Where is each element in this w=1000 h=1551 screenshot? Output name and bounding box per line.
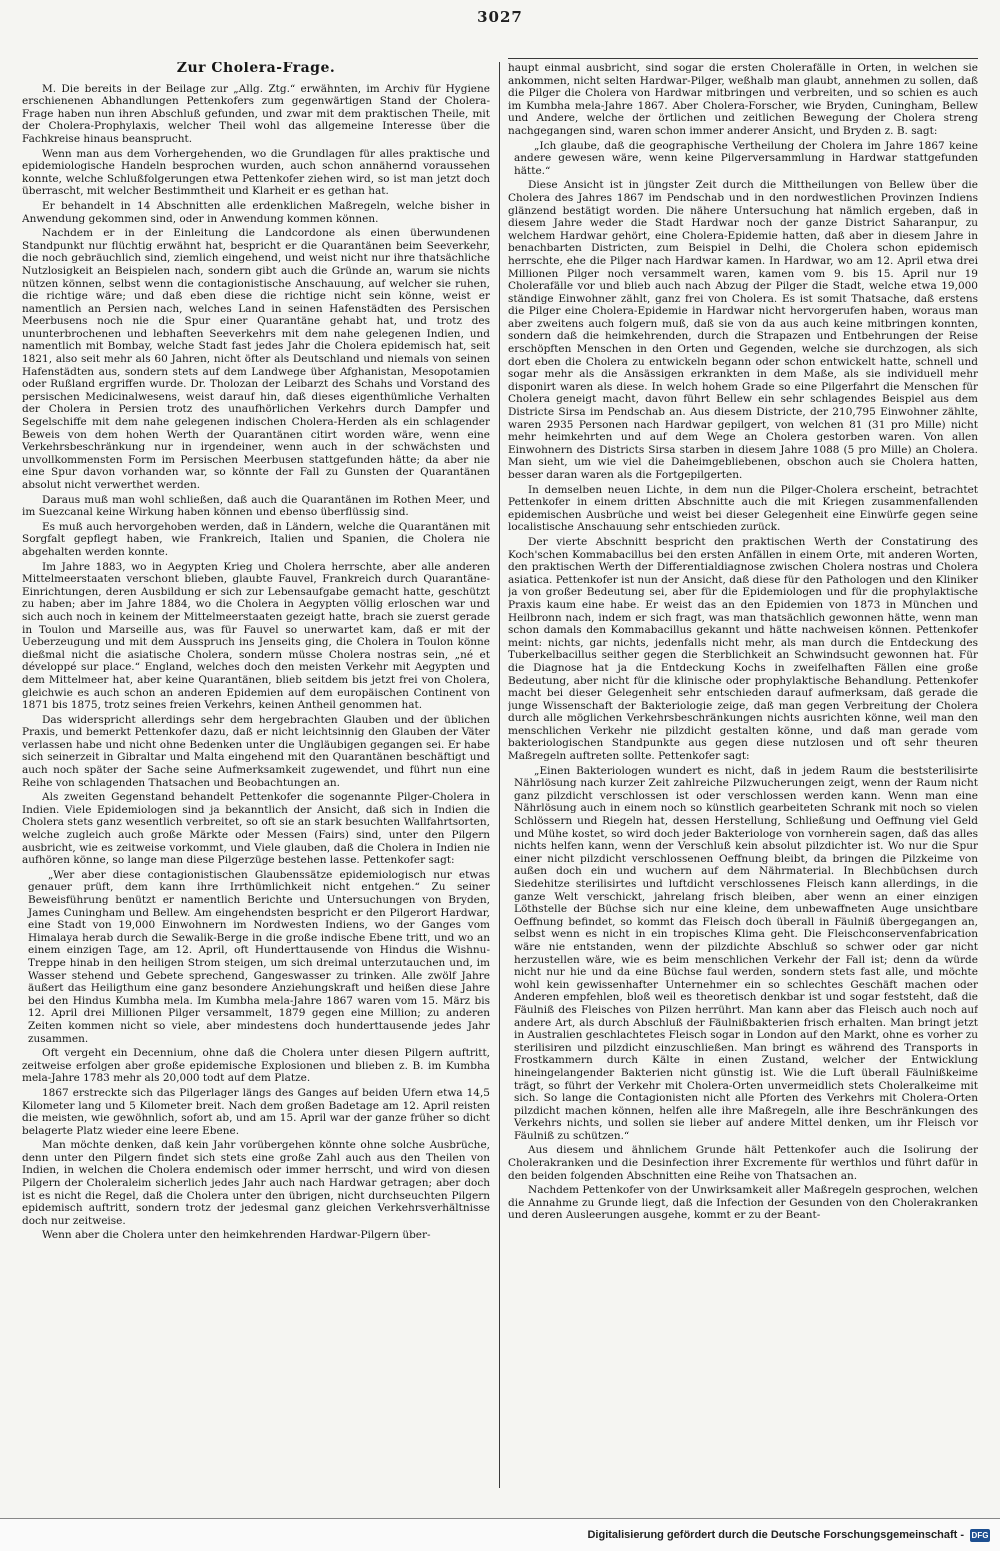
paragraph: Aus diesem und ähnlichem Grunde hält Pettenkofer auch die Isolirung der Cholerakranken und die Desinfection ihrer Excremente für werthlos und führt dafür in den beiden folgenden Abschnitten eine Reihe von Thatsachen an. (508, 1144, 978, 1182)
paragraph: Nachdem er in der Einleitung die Landcordone als einen überwundenen Standpunkt nur flüchtig erwähnt hat, bespricht er die Quarantänen beim Seeverkehr, die noch gebräuchlich sind, ziemlich eingehend, und weist nicht nur ihre thatsächliche Nutzlosigkeit an Beispielen nach, sondern gibt auch die Gründe an, warum sie nichts nützen können, selbst wenn die contagionistische Anschauung, auf welcher sie ruhen, die richtige wäre; und daß eben diese die richtige nicht sein könne, weist er namentlich an Persien nach, welches Land in seinen Hafenstädten des Persischen Meerbusens noch nie die Spur einer Quarantäne gehabt hat, und trotz des ununterbrochenen und lebhaften Seeverkehrs mit dem nahe gelegenen Indien, und namentlich mit Bombay, welche Stadt fast jedes Jahr die Cholera epidemisch hat, seit 1821, also seit mehr als 60 Jahren, nicht öfter als Deutschland und niemals von seinen Hafenstädten aus, sondern stets auf dem Landwege über Afghanistan, Mesopotamien oder Rußland ergriffen wurde. Dr. Tholozan der Leibarzt des Schahs und Vorstand des persischen Medicinalwesens, weist darauf hin, daß dieses eigenthümliche Verhalten der Cholera in Persien trotz des unaufhörlichen Verkehrs durch Dampfer und Segelschiffe mit dem nahe gelegenen indischen Cholera-Herden als ein schlagender Beweis von dem hohen Werth der Quarantänen citirt worden wäre, wenn eine Verkehrsbeschränkung nur in irgendeiner, wenn auch in der schwächsten und unvollkommensten Form im Persischen Meerbusen stattgefunden hätte; da aber nie eine Spur davon vorhanden war, so könnte der Fall zu Gunsten der Quarantänen absolut nicht verwerthet werden. (22, 227, 490, 491)
paragraph: haupt einmal ausbricht, sind sogar die ersten Cholerafälle in Orten, in welchen sie ankommen, nicht selten Hardwar-Pilger, weßhalb man glaubt, annehmen zu sollen, daß die Pilger die Cholera von Hardwar mitbringen und verbreiten, und so schien es auch im Kumbha mela-Jahre 1867. Aber Cholera-Forscher, wie Bryden, Cuningham, Bellew und Andere, welche der örtlichen und zeitlichen Bewegung der Cholera streng nachgegangen sind, waren schon immer anderer Ansicht, und Bryden z. B. sagt: (508, 62, 978, 137)
paragraph: Er behandelt in 14 Abschnitten alle erdenklichen Maßregeln, welche bisher in Anwendung gekommen sind, oder in Anwendung kommen können. (22, 199, 490, 225)
top-rule (508, 58, 978, 59)
paragraph: Das widerspricht allerdings sehr dem hergebrachten Glauben und der üblichen Praxis, und bemerkt Pettenkofer dazu, daß er nicht leichtsinnig den Glauben der Väter verlassen habe und nicht ohne Bedenken unter die Ungläubigen gegangen sei. Er habe sich seinerzeit in Gibraltar und Malta eingehend mit den Quarantänen beschäftigt und auch noch später der Sache seine Aufmerksamkeit zugewendet, und führt nun eine Reihe von schlagenden Thatsachen und Beobachtungen an. (22, 713, 490, 789)
paragraph: Wenn man aus dem Vorhergehenden, wo die Grundlagen für alles praktische und epidemiologische Handeln besprochen wurden, auch schon annähernd voraussehen konnte, welche Schlußfolgerungen etwa Pettenkofer ziehen wird, so ist man jetzt doch überrascht, mit welcher Bestimmtheit und Klarheit er es gethan hat. (22, 147, 490, 198)
quotation: „Einen Bakteriologen wundert es nicht, daß in jedem Raum die beststerilisirte Nährlösung nach kurzer Zeit zahlreiche Pilzwucherungen zeigt, wenn der Raum nicht ganz pilzdicht verschlossen ist oder verschlossen werden kann. Wenn man eine Nährlösung auch in einem noch so künstlich gearbeiteten Schrank mit noch so vielen Schlössern und Riegeln hat, dessen Herstellung, Schließung und Oeffnung viel Geld und Mühe kostet, so wird doch jeder Bakteriologe von vornherein sagen, daß das alles nichts helfen kann, wenn der Verschluß kein absolut pilzdichter ist. Wo nur die Spur einer nicht pilzdicht verschlossenen Oeffnung bleibt, da bringen die Pilzkeime von außen doch ein und wuchern auf dem Nährmaterial. In Blechbüchsen durch Siedehitze sterilisirtes und luftdicht verschlossenes Fleisch kann allerdings, in die ganze Welt verschickt, jahrelang frisch bleiben, aber wenn an einer einzigen Löthstelle der Büchse sich nur eine kleine, dem unbewaffneten Auge unsichtbare Oeffnung befindet, so kommt das Fleisch doch überall in Fäulniß übergegangen an, selbst wenn es nicht in ein tropisches Klima geht. Die Fleischconservenfabrication wäre nie entstanden, wenn der pilzdichte Abschluß so schwer oder gar nicht herzustellen wäre, wie es beim menschlichen Verkehr der Fall ist; denn da würde nicht nur hie und da eine Büchse faul werden, sondern stets fast alle, und möchte wohl kein gewissenhafter Unternehmer ein so schlechtes Geschäft machen oder Anderen empfehlen, bloß weil es theoretisch denkbar ist und sogar feststeht, daß die Fäulniß des Fleisches von Pilzen herrührt. Man kann aber das Fleisch auch noch auf andere Art, als durch Abschluß der Fäulnißbakterien frisch erhalten. Man bringt jetzt in Australien geschlachtetes Fleisch sogar in London auf den Markt, ohne es vorher zu sterilisiren und pilzdicht einzuschließen. Man bringt es während des Transports in Frostkammern durch Kälte in einen Zustand, welcher der Entwicklung hineingelangender Bakterien nicht günstig ist. Wie die Luft überall Fäulnißkeime trägt, so führt der Verkehr mit Cholera-Orten unvermeidlich stets Choleralkeime mit sich. So lange die Contagionisten nicht alle Pforten des Verkehrs mit Cholera-Orten pilzdicht machen können, helfen alle ihre Maßregeln, alle ihre Beschränkungen des Verkehrs nichts, und sollen sie lieber auf andere Mittel denken, um ihr Fleisch vor Fäulniß zu schützen.“ (514, 764, 978, 1142)
paragraph: Der vierte Abschnitt bespricht den praktischen Werth der Constatirung des Koch'schen Kommabacillus bei den ersten Anfällen in einem Orte, mit anderen Worten, den praktischen Werth der Differentialdiagnose zwischen Cholera nostras und Cholera asiatica. Pettenkofer ist nun der Ansicht, daß diese für den Pathologen und den Kliniker ja von großer Bedeutung sei, aber für die Epidemiologen und für die prophylaktische Praxis kaum eine habe. Er weist das an den Epidemien von 1873 in München und Heilbronn nach, indem er sich fragt, was man thatsächlich gewonnen hätte, wenn man schon damals den Kommabacillus gekannt und hätte nachweisen können. Pettenkofer meint: nichts, gar nichts, jedenfalls nicht mehr, als man durch die Entdeckung des Tuberkelbacillus seither gegen die Sterblichkeit an Schwindsucht gewonnen hat. Für die Diagnose hat ja die Entdeckung Kochs in zweifelhaften Fällen eine große Bedeutung, aber nicht für die klinische oder prophylaktische Behandlung. Pettenkofer macht bei dieser Gelegenheit sehr entschieden darauf aufmerksam, daß gerade die junge Wissenschaft der Bakteriologie zeige, daß man gegen Verbreitung der Cholera durch alle möglichen Verkehrsbeschränkungen nichts ausrichten könne, weil man den menschlichen Verkehr nie pilzdicht gestalten könne, und daß man gerade vom bakteriologischen Standpunkte aus gegen diese nutzlosen und oft sehr theuren Maßregeln auftreten sollte. Pettenkofer sagt: (508, 535, 978, 763)
left-column (22, 62, 490, 1488)
right-column (508, 62, 978, 1488)
paragraph: In demselben neuen Lichte, in dem nun die Pilger-Cholera erscheint, betrachtet Pettenkofer in einem dritten Abschnitte auch die mit Kriegen zusammenfallenden epidemischen Ausbrüche und weist bei dieser Gelegenheit eine Einwürfe gegen seine localistische Anschauung sehr entschieden zurück. (508, 483, 978, 534)
footer-credit: Digitalisierung gefördert durch die Deutsche Forschungsgemeinschaft - (587, 1529, 964, 1541)
paragraph: Nachdem Pettenkofer von der Unwirksamkeit aller Maßregeln gesprochen, welchen die Annahme zu Grunde liegt, daß die Infection der Gesunden von den Cholerakranken und deren Ausleerungen ausgehe, kommt er zu der Beant- (508, 1184, 978, 1222)
paragraph: Oft vergeht ein Decennium, ohne daß die Cholera unter diesen Pilgern auftritt, zeitweise erfolgen aber große epidemische Explosionen und blieben z. B. im Kumbha mela-Jahre 1783 mehr als 20,000 todt auf dem Platze. (22, 1047, 490, 1085)
dfg-logo-icon: DFG (971, 1530, 989, 1540)
paragraph: Es muß auch hervorgehoben werden, daß in Ländern, welche die Quarantänen mit Sorgfalt gepflegt haben, wie Frankreich, Italien und Spanien, die Cholera nie abgehalten werden konnte. (22, 520, 490, 558)
paragraph: Als zweiten Gegenstand behandelt Pettenkofer die sogenannte Pilger-Cholera in Indien. Viele Epidemiologen sind ja bekanntlich der Ansicht, daß sich in Indien die Cholera stets ganz wesentlich verbreitet, so oft sie an stark besuchten Wallfahrtsorten, welche zugleich auch große Märkte oder Messen (Fairs) sind, unter den Pilgern ausbricht, wie es zeitweise vorkommt, und Viele glauben, daß die Cholera in Indien nie aufhören könne, so lange man diese Pilgerzüge bestehen lasse. Pettenkofer sagt: (22, 791, 490, 867)
column-divider (499, 62, 500, 1488)
article-title: Zur Cholera-Frage. (176, 62, 336, 76)
paragraph: 1867 erstreckte sich das Pilgerlager längs des Ganges auf beiden Ufern etwa 14,5 Kilometer lang und 5 Kilometer breit. Nach dem großen Badetage am 12. April reisten die meisten, wie gewöhnlich, sofort ab, und am 15. April war der ganze früher so dicht belagerte Platz wieder eine leere Ebene. (22, 1086, 490, 1137)
paragraph: Wenn aber die Cholera unter den heimkehrenden Hardwar-Pilgern über- (42, 1229, 431, 1242)
paragraph: Daraus muß man wohl schließen, daß auch die Quarantänen im Rothen Meer, und im Suezcanal keine Wirkung haben können und ebenso überflüssig sind. (22, 493, 490, 519)
page-number: 3027 (477, 8, 523, 26)
quotation: „Ich glaube, daß die geographische Vertheilung der Cholera im Jahre 1867 keine andere gewesen wäre, wenn keine Pilgerversammlung in Hardwar stattgefunden hätte.“ (514, 139, 978, 177)
paragraph: Im Jahre 1883, wo in Aegypten Krieg und Cholera herrschte, aber alle anderen Mittelmeerstaaten verschont blieben, glaubte Fauvel, Frankreich durch Quarantäne-Einrichtungen, deren Ausbildung er sich zur Lebensaufgabe gemacht hatte, geschützt zu haben; aber im Jahre 1884, wo die Cholera in Aegypten völlig erloschen war und sich auch noch in keinem der Mittelmeerstaaten gezeigt hatte, brach sie zuerst gerade in Toulon und Marseille aus, was für Fauvel so unerwartet kam, daß er mit der Ueberzeugung und mit dem Ausspruch ins Jenseits ging, die Cholera in Toulon könne dießmal nicht die asiatische Cholera, sondern müsse Cholera nostras sein, „né et développé sur place.“ England, welches doch den meisten Verkehr mit Aegypten und dem Mittelmeer hat, aber keine Quarantänen, blieb seitdem bis jetzt frei von Cholera, gleichwie es auch schon an anderen Epidemien auf dem europäischen Continent von 1871 bis 1875, trotz seines freien Verkehrs, keinen Antheil genommen hat. (22, 560, 490, 712)
paragraph: Man möchte denken, daß kein Jahr vorübergehen könnte ohne solche Ausbrüche, denn unter den Pilgern findet sich stets eine große Zahl auch aus den Theilen von Indien, in welchen die Cholera endemisch oder immer herrscht, und wird von diesen Pilgern der Choleraleim sicherlich jedes Jahr auch nach Hardwar getragen; aber doch ist es nicht die Regel, daß die Cholera unter den übrigen, nicht durchseuchten Pilgern epidemisch auftritt, sondern trotz der jedesmal ganz gleichen Verkehrsverhältnisse doch nur zeitweise. (22, 1139, 490, 1227)
digitization-footer (0, 1518, 1000, 1551)
paragraph: M. Die bereits in der Beilage zur „Allg. Ztg.“ erwähnten, im Archiv für Hygiene erschienenen Abhandlungen Pettenkofers zum gegenwärtigen Stand der Cholera-Frage haben nun ihren Abschluß gefunden, und zwar mit dem praktischen Theile, mit der Cholera-Prophylaxis, welcher Theil wohl das allgemeine Interesse über die Fachkreise hinaus beansprucht. (22, 82, 490, 145)
paragraph: Diese Ansicht ist in jüngster Zeit durch die Mittheilungen von Bellew über die Cholera des Jahres 1867 im Pendschab und in den nordwestlichen Provinzen Indiens glänzend bestätigt worden. Die nähere Untersuchung hat nämlich ergeben, daß in diesem Jahre weder die Stadt Hardwar noch der ganze District Saharanpur, zu welchem Hardwar gehört, eine Cholera-Epidemie hatten, daß aber in diesem Jahre in benachbarten Districten, zum Beispiel in Delhi, die Cholera schon epidemisch herrschte, ehe die Pilger nach Hardwar kamen. In Hardwar, wo am 12. April etwa drei Millionen Pilger noch versammelt waren, kamen vom 9. bis 15. April nur 19 Cholerafälle vor und blieb auch nach Abzug der Pilger die Stadt, welche etwa 19,000 ständige Einwohner zählt, ganz frei von Cholera. Es ist somit Thatsache, daß erstens die Pilger eine Cholera-Epidemie in Hardwar nicht hervorgerufen haben, woraus man aber zweitens auch folgern muß, daß sie von da aus auch keine mitbringen konnten, sondern daß die heimkehrenden, durch die Strapazen und Entbehrungen der Reise erschöpften Menschen in den Orten und Gegenden, welche sie durchzogen, als sich dort eben die Cholera zu entwickeln begann oder schon entwickelt hatte, schnell und sogar mehr als die Ansässigen erkrankten in dem Maße, als sie individuell mehr disponirt waren als diese. In welch hohem Grade so eine Pilgerfahrt die Menschen für Cholera geneigt macht, davon führt Bellew ein sehr schlagendes Beispiel aus dem Districte Sirsa im Pendschab an. Aus diesem Districte, der 210,795 Einwohner zählte, waren 2935 Personen nach Hardwar gepilgert, von welchen 81 (31 pro Mille) nicht mehr heimkehrten und auf dem Wege an Cholera gestorben waren. Von allen Einwohnern des Districts Sirsa starben in diesem Jahre 1088 (5 pro Mille) an Cholera. Man sieht, um wie viel die Daheimgebliebenen, obschon auch sie Cholera hatten, besser daran waren als die Fortgepilgerten. (508, 179, 978, 481)
quotation: „Wer aber diese contagionistischen Glaubenssätze epidemiologisch nur etwas genauer prüft, dem kann ihre Irrthümlichkeit nicht entgehen.“ Zu seiner Beweisführung benützt er namentlich Berichte und Untersuchungen von Bryden, James Cuningham und Bellew. Am eingehendsten bespricht er den Pilgerort Hardwar, eine Stadt von 19,000 Einwohnern im Nordwesten Indiens, wo der Ganges vom Himalaya herab durch die Sewalik-Berge in die große indische Ebene tritt, und wo an einem einzigen Tage, am 12. April, oft Hunderttausende von Hindus die Wishnu-Treppe hinab in den heiligen Strom steigen, um sich dreimal unterzutauchen und, im Wasser stehend und Gebete sprechend, Gangeswasser zu trinken. Alle zwölf Jahre äußert das Heiligthum eine ganz besondere Anziehungskraft und heißen diese Jahre bei den Hindus Kumbha mela. Im Kumbha mela-Jahre 1867 waren vom 15. März bis 12. April drei Millionen Pilger versammelt, 1879 gegen eine Million; zu anderen Zeiten kommen nicht so viele, aber mindestens doch hunderttausende jedes Jahr zusammen. (28, 868, 490, 1045)
